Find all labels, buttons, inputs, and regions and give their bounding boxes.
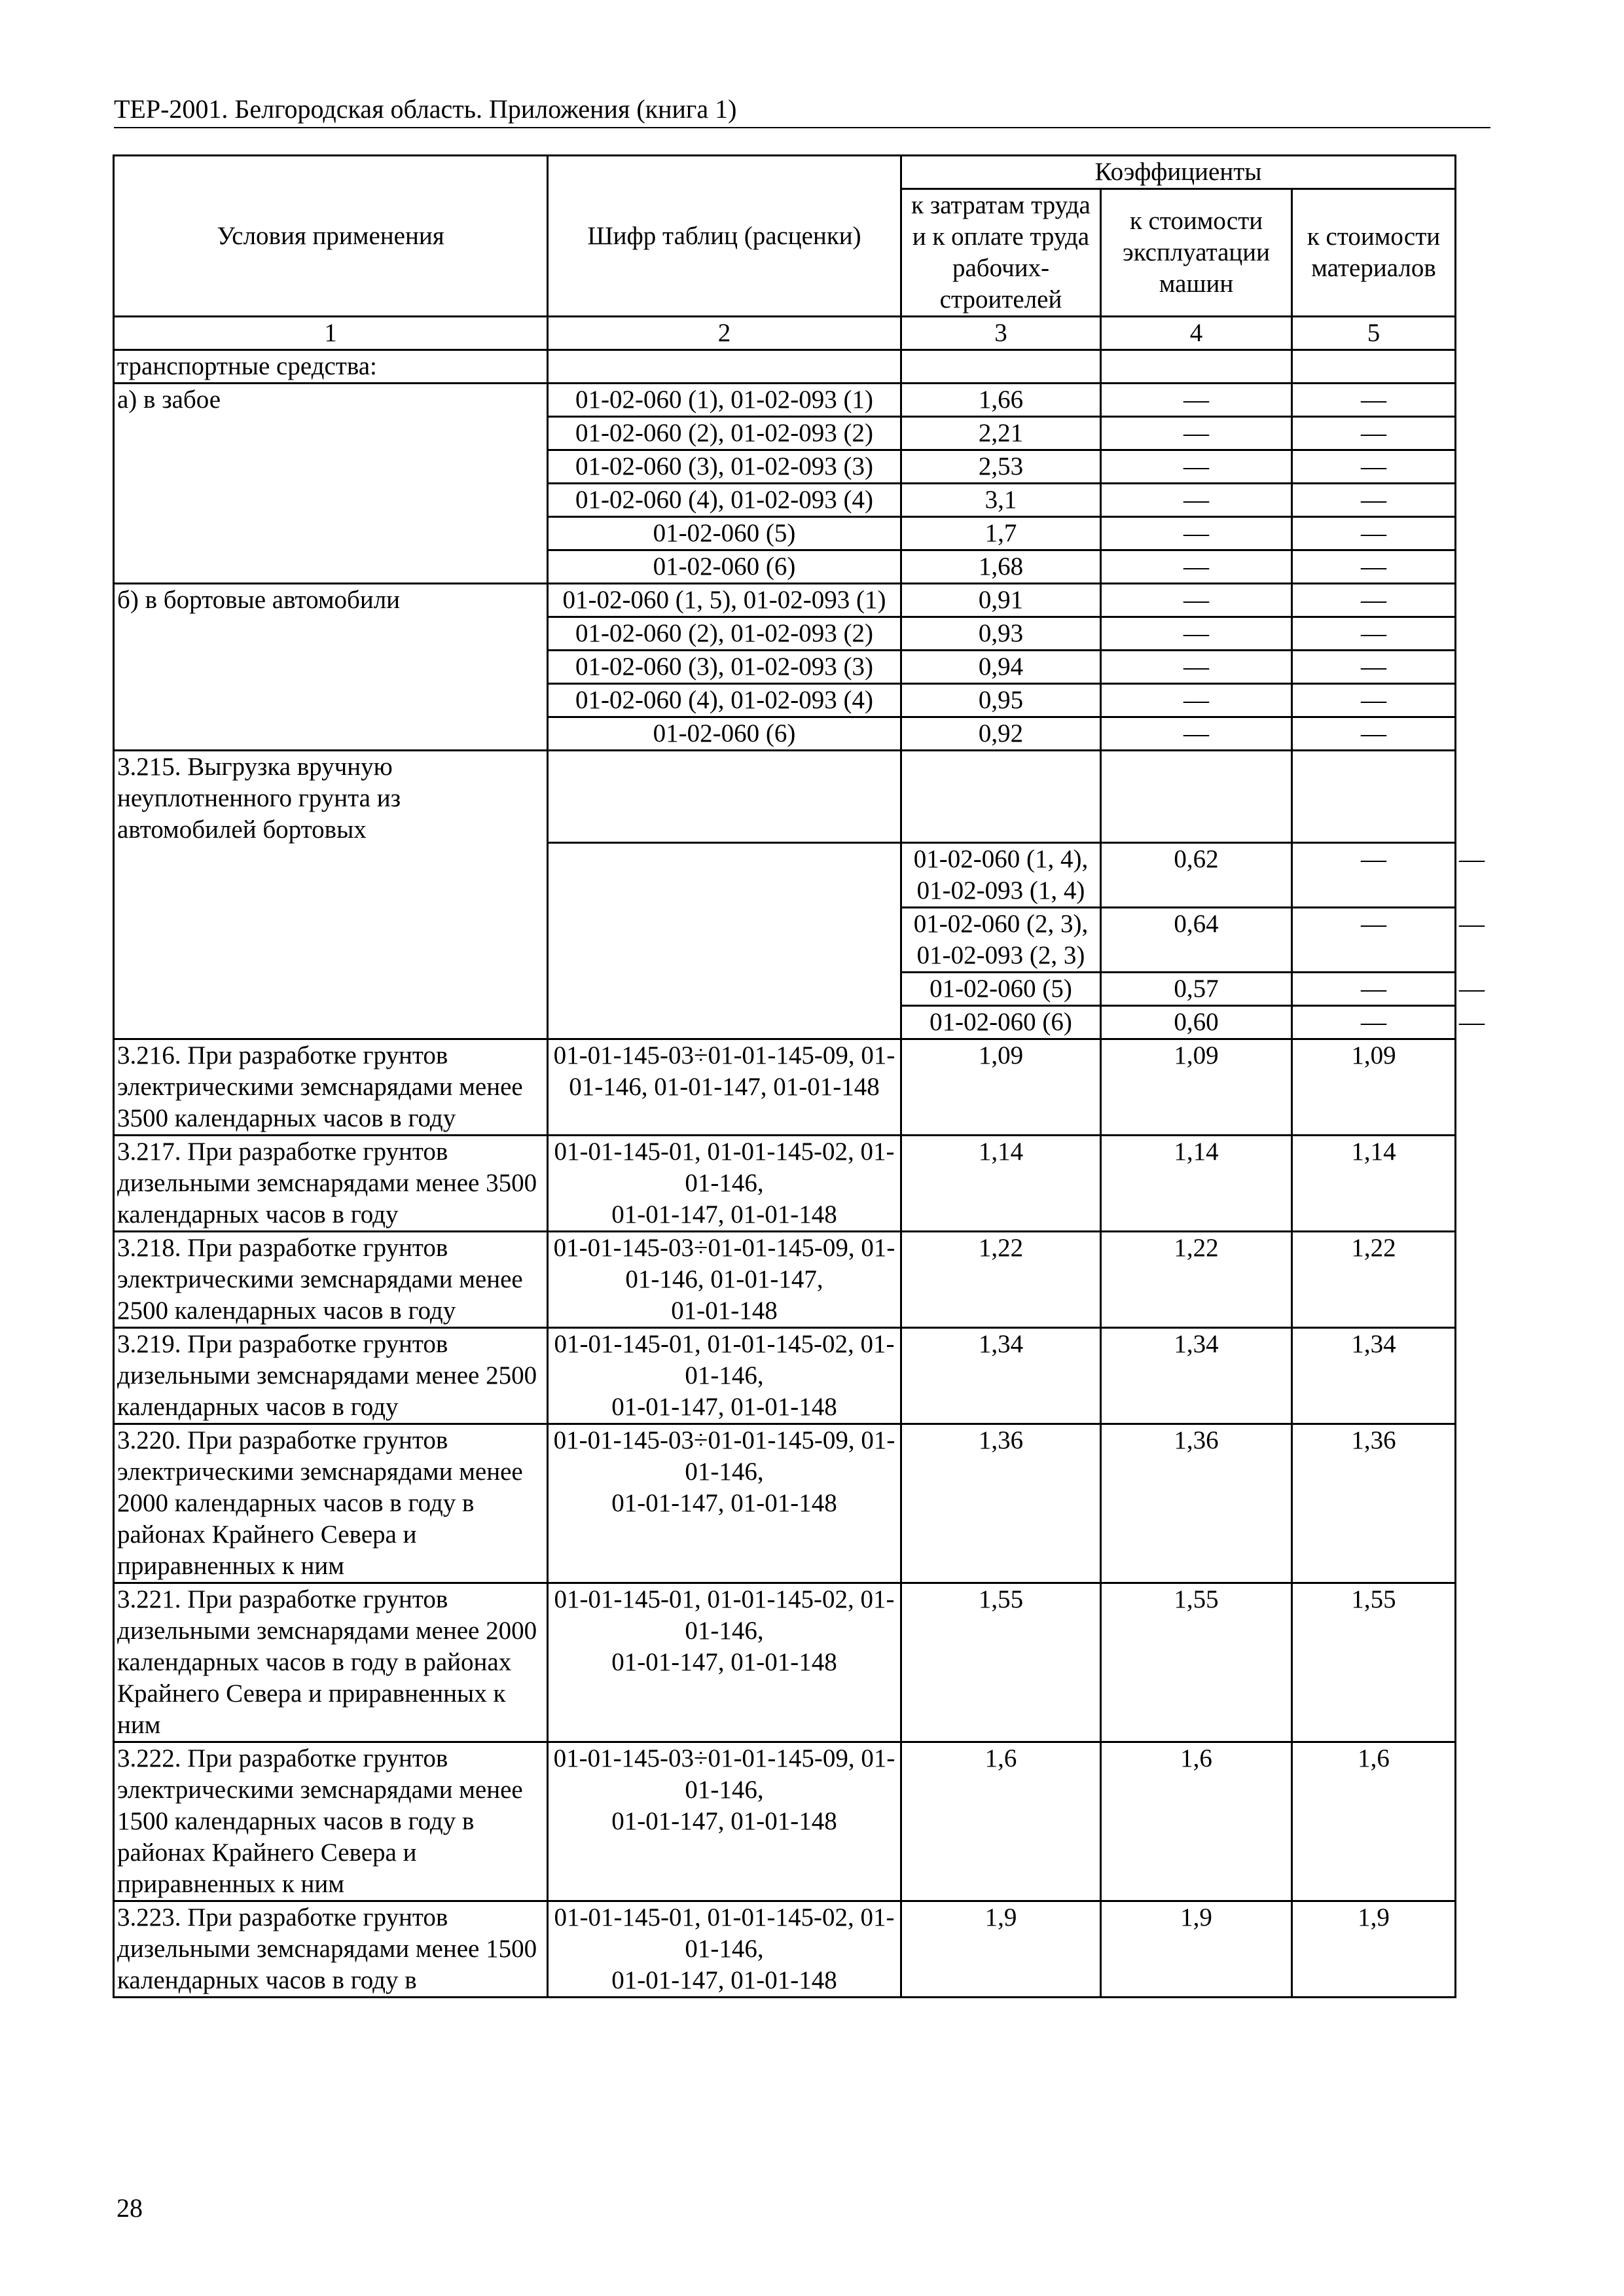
- machine-coefficient-cell: 1,34: [1101, 1328, 1292, 1424]
- table-code-cell: 01-02-060 (6): [548, 717, 901, 751]
- machine-coefficient-cell: —: [1101, 384, 1292, 417]
- machine-coefficient-cell: 1,14: [1101, 1136, 1292, 1232]
- column-number: 1: [114, 317, 548, 350]
- materials-coefficient-cell: 1,22: [1292, 1232, 1456, 1328]
- header-conditions: Условия применения: [114, 156, 548, 317]
- materials-coefficient-cell: 1,9: [1292, 1901, 1456, 1998]
- table-code-cell: 01-02-060 (5): [548, 517, 901, 550]
- table-code-cell: 01-01-145-01, 01-01-145-02, 01-01-146, 01-01-147, 01-01-148: [548, 1136, 901, 1232]
- labor-coefficient-cell: 0,57: [1101, 973, 1292, 1006]
- materials-coefficient-cell: —: [1292, 384, 1456, 417]
- materials-coefficient-cell: —: [1292, 684, 1456, 717]
- table-code-cell: 01-02-060 (2, 3), 01-02-093 (2, 3): [901, 908, 1101, 973]
- materials-coefficient-cell: —: [1292, 417, 1456, 450]
- labor-coefficient-cell: 1,66: [901, 384, 1101, 417]
- materials-coefficient-cell: —: [1292, 717, 1456, 751]
- condition-cell: 3.219. При разработке грунтов дизельными земснарядами менее 2500 календарных часов в году: [114, 1328, 548, 1424]
- running-header: ТЕР-2001. Белгородская область. Приложения (книга 1): [114, 93, 1490, 128]
- machine-coefficient-cell: —: [1101, 517, 1292, 550]
- column-number: 2: [548, 317, 901, 350]
- labor-coefficient-cell: [901, 350, 1101, 384]
- labor-coefficient-cell: 3,1: [901, 484, 1101, 517]
- machine-coefficient-cell: [1101, 350, 1292, 384]
- machine-coefficient-cell: 1,09: [1101, 1039, 1292, 1136]
- column-number-row: [114, 317, 1456, 350]
- machine-coefficient-cell: —: [1101, 417, 1292, 450]
- table-row: [114, 584, 1456, 617]
- labor-coefficient-cell: 0,94: [901, 651, 1101, 684]
- labor-coefficient-cell: 1,68: [901, 550, 1101, 584]
- condition-cell: б) в бортовые автомобили: [114, 584, 548, 751]
- table-row: [114, 1583, 1456, 1742]
- labor-coefficient-cell: 0,95: [901, 684, 1101, 717]
- machine-coefficient-cell: [1101, 751, 1292, 843]
- condition-cell: 3.216. При разработке грунтов электрическими земснарядами менее 3500 календарных часов в году: [114, 1039, 548, 1136]
- machine-coefficient-cell: 1,9: [1101, 1901, 1292, 1998]
- materials-coefficient-cell: —: [1292, 517, 1456, 550]
- materials-coefficient-cell: [1292, 751, 1456, 843]
- condition-cell: 3.222. При разработке грунтов электрическими земснарядами менее 1500 календарных часов в году в районах Крайнего Севера и приравненных к ним: [114, 1742, 548, 1901]
- labor-coefficient-cell: 1,36: [901, 1424, 1101, 1583]
- labor-coefficient-cell: 0,62: [1101, 843, 1292, 908]
- table-code-cell: 01-02-060 (6): [901, 1006, 1101, 1039]
- table-code-cell: 01-01-145-01, 01-01-145-02, 01-01-146, 01-01-147, 01-01-148: [548, 1901, 901, 1998]
- machine-coefficient-cell: —: [1292, 973, 1456, 1006]
- table-code-cell: 01-02-060 (3), 01-02-093 (3): [548, 450, 901, 484]
- condition-cell: [548, 843, 901, 1039]
- page-number: 28: [117, 2193, 143, 2223]
- table-code-cell: 01-01-145-03÷01-01-145-09, 01-01-146, 01-01-147, 01-01-148: [548, 1742, 901, 1901]
- table-code-cell: 01-02-060 (2), 01-02-093 (2): [548, 617, 901, 651]
- header-table-code: Шифр таблиц (расценки): [548, 156, 901, 317]
- column-number: 4: [1101, 317, 1292, 350]
- table-row: [114, 1328, 1456, 1424]
- machine-coefficient-cell: 1,22: [1101, 1232, 1292, 1328]
- table-code-cell: 01-01-145-01, 01-01-145-02, 01-01-146, 01-01-147, 01-01-148: [548, 1583, 901, 1742]
- condition-cell: 3.220. При разработке грунтов электрическими земснарядами менее 2000 календарных часов в году в районах Крайнего Севера и приравненных к ним: [114, 1424, 548, 1583]
- labor-coefficient-cell: 0,64: [1101, 908, 1292, 973]
- header-coefficients: Коэффициенты: [901, 156, 1456, 189]
- materials-coefficient-cell: 1,34: [1292, 1328, 1456, 1424]
- table-code-cell: 01-02-060 (6): [548, 550, 901, 584]
- table-code-cell: 01-02-060 (2), 01-02-093 (2): [548, 417, 901, 450]
- table-row: 01-02-060 (6) 0,60 — —: [114, 1006, 1456, 1039]
- table-code-cell: 01-02-060 (4), 01-02-093 (4): [548, 484, 901, 517]
- machine-coefficient-cell: —: [1101, 651, 1292, 684]
- table-row: [114, 1901, 1456, 1998]
- materials-coefficient-cell: 1,55: [1292, 1583, 1456, 1742]
- condition-cell: 3.221. При разработке грунтов дизельными земснарядами менее 2000 календарных часов в году в районах Крайнего Севера и приравненных к ним: [114, 1583, 548, 1742]
- column-number: 5: [1292, 317, 1456, 350]
- condition-cell: 3.223. При разработке грунтов дизельными земснарядами менее 1500 календарных часов в году в: [114, 1901, 548, 1998]
- table-code-cell: 01-01-145-01, 01-01-145-02, 01-01-146, 01-01-147, 01-01-148: [548, 1328, 901, 1424]
- materials-coefficient-cell: —: [1292, 651, 1456, 684]
- table-code-cell: 01-01-145-03÷01-01-145-09, 01-01-146, 01-01-147, 01-01-148: [548, 1424, 901, 1583]
- labor-coefficient-cell: 1,6: [901, 1742, 1101, 1901]
- materials-coefficient-cell: —: [1292, 550, 1456, 584]
- materials-coefficient-cell: 1,09: [1292, 1039, 1456, 1136]
- condition-cell: 3.218. При разработке грунтов электрическими земснарядами менее 2500 календарных часов в году: [114, 1232, 548, 1328]
- table-row: [114, 751, 1456, 843]
- table-row: [114, 350, 1456, 384]
- table-code-cell: 01-01-145-03÷01-01-145-09, 01-01-146, 01-01-147, 01-01-148: [548, 1232, 901, 1328]
- table-row: [114, 384, 1456, 417]
- materials-coefficient-cell: —: [1292, 450, 1456, 484]
- table-row: 01-02-060 (2, 3), 01-02-093 (2, 3) 0,64 — —: [114, 908, 1456, 973]
- labor-coefficient-cell: 1,22: [901, 1232, 1101, 1328]
- materials-coefficient-cell: 1,6: [1292, 1742, 1456, 1901]
- condition-cell: 3.215. Выгрузка вручную неуплотненного грунта из автомобилей бортовых: [114, 751, 548, 1039]
- table-code-cell: 01-02-060 (3), 01-02-093 (3): [548, 651, 901, 684]
- materials-coefficient-cell: —: [1292, 484, 1456, 517]
- table-code-cell: 01-02-060 (5): [901, 973, 1101, 1006]
- table-row: [114, 1136, 1456, 1232]
- materials-coefficient-cell: —: [1292, 584, 1456, 617]
- labor-coefficient-cell: 2,21: [901, 417, 1101, 450]
- machine-coefficient-cell: —: [1101, 484, 1292, 517]
- materials-coefficient-cell: [1292, 350, 1456, 384]
- table-code-cell: 01-02-060 (1), 01-02-093 (1): [548, 384, 901, 417]
- header-materials-coefficient: к стоимости материалов: [1292, 189, 1456, 317]
- header-machine-coefficient: к стоимости эксплуатации машин: [1101, 189, 1292, 317]
- table-code-cell: [548, 350, 901, 384]
- table-code-cell: 01-02-060 (1, 4), 01-02-093 (1, 4): [901, 843, 1101, 908]
- machine-coefficient-cell: —: [1292, 908, 1456, 973]
- machine-coefficient-cell: —: [1101, 450, 1292, 484]
- materials-coefficient-cell: 1,14: [1292, 1136, 1456, 1232]
- labor-coefficient-cell: 1,14: [901, 1136, 1101, 1232]
- labor-coefficient-cell: 1,55: [901, 1583, 1101, 1742]
- materials-coefficient-cell: —: [1292, 617, 1456, 651]
- condition-cell: а) в забое: [114, 384, 548, 584]
- table-row: 01-02-060 (1, 4), 01-02-093 (1, 4) 0,62 — —: [114, 843, 1456, 908]
- labor-coefficient-cell: 0,91: [901, 584, 1101, 617]
- labor-coefficient-cell: 2,53: [901, 450, 1101, 484]
- table-code-cell: 01-02-060 (4), 01-02-093 (4): [548, 684, 901, 717]
- labor-coefficient-cell: 0,60: [1101, 1006, 1292, 1039]
- labor-coefficient-cell: 0,93: [901, 617, 1101, 651]
- labor-coefficient-cell: 1,9: [901, 1901, 1101, 1998]
- machine-coefficient-cell: —: [1101, 684, 1292, 717]
- table-code-cell: [548, 751, 901, 843]
- labor-coefficient-cell: 1,34: [901, 1328, 1101, 1424]
- table-row: 01-02-060 (5) 0,57 — —: [114, 973, 1456, 1006]
- machine-coefficient-cell: 1,36: [1101, 1424, 1292, 1583]
- table-row: [114, 1232, 1456, 1328]
- column-number: 3: [901, 317, 1101, 350]
- header-labor-coefficient: к затратам труда и к оплате труда рабочих-строителей: [901, 189, 1101, 317]
- machine-coefficient-cell: —: [1292, 843, 1456, 908]
- materials-coefficient-cell: 1,36: [1292, 1424, 1456, 1583]
- table-row: [114, 1742, 1456, 1901]
- condition-cell: 3.217. При разработке грунтов дизельными земснарядами менее 3500 календарных часов в году: [114, 1136, 548, 1232]
- machine-coefficient-cell: —: [1292, 1006, 1456, 1039]
- table-code-cell: 01-01-145-03÷01-01-145-09, 01-01-146, 01-01-147, 01-01-148: [548, 1039, 901, 1136]
- table-row: [114, 1424, 1456, 1583]
- machine-coefficient-cell: —: [1101, 550, 1292, 584]
- machine-coefficient-cell: 1,6: [1101, 1742, 1292, 1901]
- machine-coefficient-cell: —: [1101, 717, 1292, 751]
- labor-coefficient-cell: 1,7: [901, 517, 1101, 550]
- table-row: [114, 1039, 1456, 1136]
- labor-coefficient-cell: 0,92: [901, 717, 1101, 751]
- machine-coefficient-cell: —: [1101, 584, 1292, 617]
- labor-coefficient-cell: [901, 751, 1101, 843]
- machine-coefficient-cell: —: [1101, 617, 1292, 651]
- machine-coefficient-cell: 1,55: [1101, 1583, 1292, 1742]
- table-code-cell: 01-02-060 (1, 5), 01-02-093 (1): [548, 584, 901, 617]
- coefficients-table: [113, 154, 1485, 1998]
- labor-coefficient-cell: 1,09: [901, 1039, 1101, 1136]
- condition-cell: транспортные средства:: [114, 350, 548, 384]
